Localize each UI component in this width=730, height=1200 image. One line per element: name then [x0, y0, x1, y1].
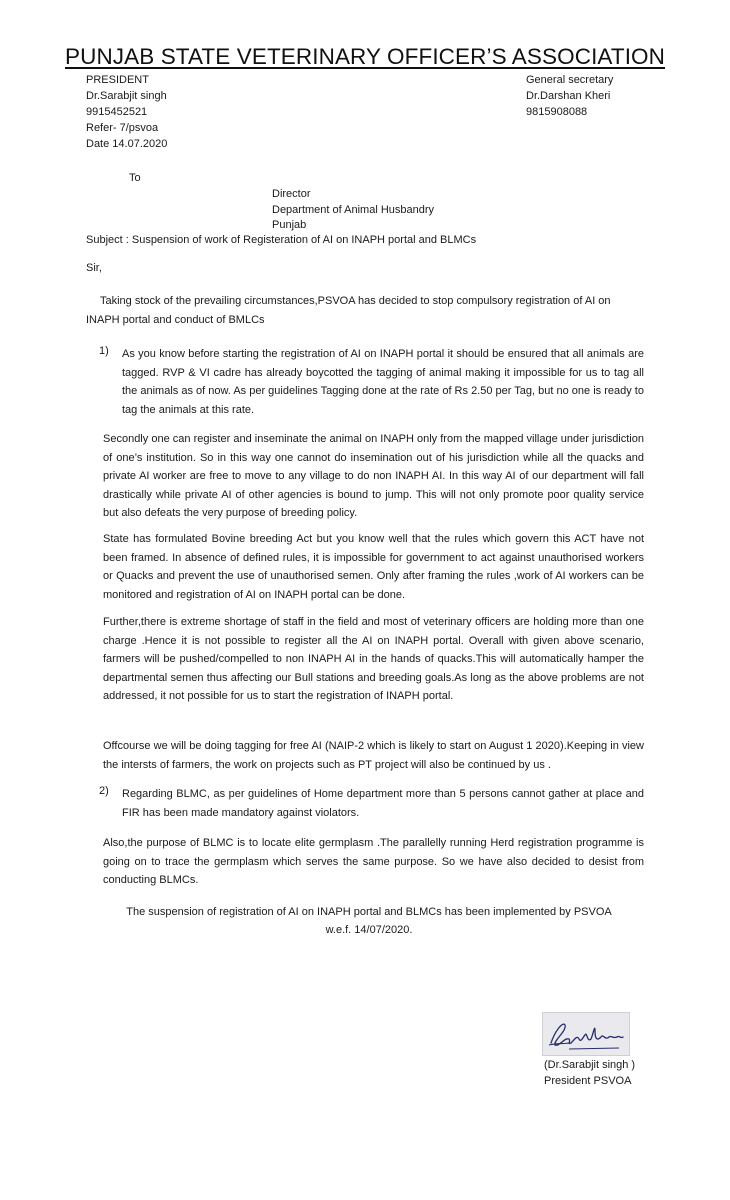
- signature-stroke: [543, 1013, 629, 1055]
- secretary-name: Dr.Darshan Kheri: [526, 90, 611, 102]
- recipient-line: Department of Animal Husbandry: [272, 203, 435, 216]
- item-1-text: As you know before starting the registration of AI on INAPH portal it should be ensured that all animals are tagged. RVP & VI cadre has already boycotted the tagging of animal making it impossible for us to tag all the animals as of now. As per guidelines Tagging done at the rate of Rs 2.50 per Tag, but no one is ready to tag the animals at this rate.: [122, 348, 644, 416]
- paragraph-staff-shortage: Further,there is extreme shortage of staff in the field and most of veterinary officers are holding more than one charge .Hence it is not possible to register all the AI on INAPH portal. Overall with given above scenario, farmers will be pushed/compelled to non INAPH AI in the hands of quacks.This will automatically hamper the departmental semen thus affecting our Bull stations and breeding goals.As long as the above problems are not addressed, it not possible for us to start the registration of INAPH portal.: [103, 616, 644, 702]
- signatory-block: [544, 1057, 635, 1089]
- closing-line: The suspension of registration of AI on INAPH portal and BLMCs has been implemented by PSVOA: [126, 906, 612, 918]
- recipient-address: [272, 187, 434, 234]
- item-number: 2): [99, 785, 109, 797]
- item-2-text: Regarding BLMC, as per guidelines of Home department more than 5 persons cannot gather at place and FIR has been made mandatory against violators.: [122, 788, 644, 819]
- president-phone: 9915452521: [86, 106, 148, 118]
- recipient-line: Punjab: [272, 219, 307, 231]
- signatory-designation: President PSVOA: [544, 1075, 632, 1087]
- paragraph-jurisdiction: Secondly one can register and inseminate the animal on INAPH only from the mapped village under jurisdiction of one’s institution. So in this way one cannot do insemination out of his jurisdiction while all the quacks and private AI worker are free to move to any village to do non INAPH AI. In this way AI of our department will fall drastically while private AI of other agencies is bound to jump. This will not only promote poor quality service but also defeats the very purpose of breeding policy.: [103, 433, 644, 519]
- president-role: PRESIDENT: [86, 74, 149, 86]
- secretary-phone: 9815908088: [526, 106, 588, 118]
- letterhead-title: PUNJAB STATE VETERINARY OFFICER’S ASSOCIATION: [64, 44, 666, 69]
- secretary-role: General secretary: [526, 74, 614, 86]
- subject-line: Subject : Suspension of work of Registeration of AI on INAPH portal and BLMCs: [86, 234, 477, 246]
- recipient-line: Director: [272, 188, 311, 200]
- closing-date: w.e.f. 14/07/2020.: [325, 924, 413, 936]
- signature-icon: [542, 1012, 630, 1056]
- intro-paragraph: Taking stock of the prevailing circumstances,PSVOA has decided to stop compulsory registration of AI on INAPH portal and conduct of BMLCs: [86, 295, 611, 326]
- to-label: To: [129, 172, 141, 184]
- president-name: Dr.Sarabjit singh: [86, 90, 167, 102]
- paragraph-tagging: Offcourse we will be doing tagging for free AI (NAIP-2 which is likely to start on August 1 2020).Keeping in view the intersts of farmers, the work on projects such as PT project will also be continued by us .: [103, 740, 644, 771]
- reference-number: Refer- 7/psvoa: [86, 122, 159, 134]
- salutation: Sir,: [86, 262, 102, 274]
- paragraph-blmc-purpose: Also,the purpose of BLMC is to locate elite germplasm .The parallelly running Herd registration programme is going on to trace the germplasm which serves the same purpose. So we have also decided to desist from conducting BLMCs.: [103, 837, 644, 886]
- secretary-details: [526, 72, 613, 120]
- item-number: 1): [99, 345, 109, 357]
- paragraph-breeding-act: State has formulated Bovine breeding Act but you know well that the rules which govern this ACT have not been framed. In absence of defined rules, it is impossible for government to act against unauthorised workers or Quacks and prevent the use of unauthorised semen. Only after framing the rules ,work of AI workers can be monitored and registration of AI on INAPH portal can be done.: [103, 533, 644, 601]
- closing-statement: [86, 903, 652, 939]
- letter-date: Date 14.07.2020: [86, 138, 168, 150]
- signatory-name: (Dr.Sarabjit singh ): [544, 1059, 636, 1071]
- president-details: [86, 72, 167, 152]
